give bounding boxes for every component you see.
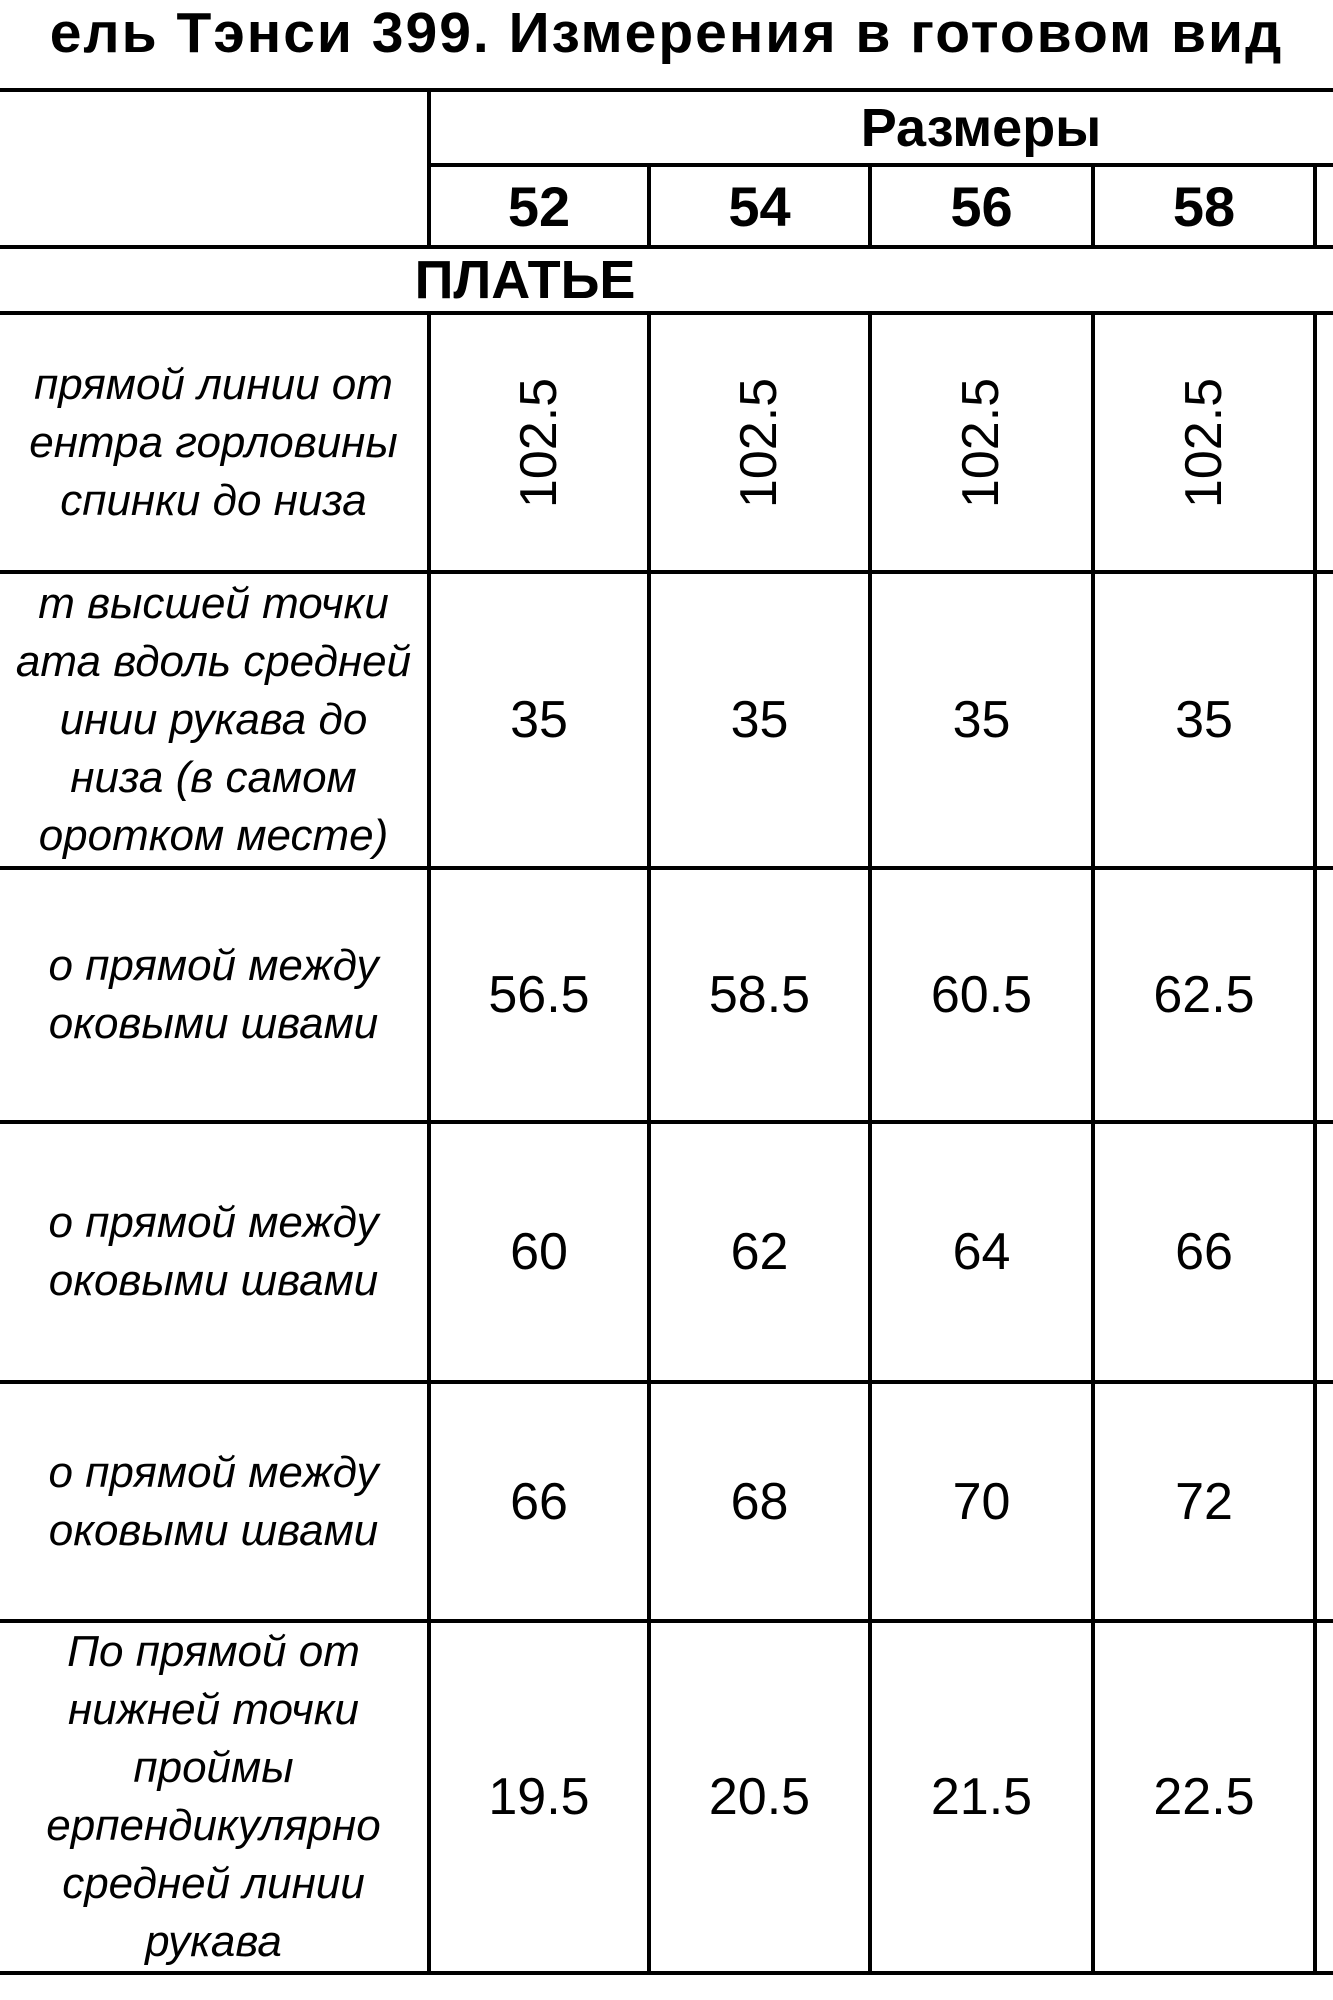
table-row — [0, 313, 1333, 572]
size-header-56: 56 — [870, 165, 1093, 247]
measurement-label-line: прямой линии от — [34, 359, 393, 409]
measurement-label-line: инии рукава до — [59, 695, 368, 744]
measurement-value: 66 — [1093, 1122, 1315, 1382]
table-row — [0, 1122, 1333, 1382]
measurement-value: 21.5 — [870, 1621, 1093, 1973]
measurement-value: 62 — [649, 1122, 870, 1382]
measurement-value: 66 — [429, 1382, 649, 1621]
measurement-value: 62.5 — [1093, 868, 1315, 1122]
measurement-label-line: средней линии — [62, 1859, 365, 1908]
measurement-label-line: оковыми швами — [48, 1256, 379, 1305]
measurement-value — [870, 313, 1093, 572]
measurement-label — [0, 313, 429, 572]
measurement-label-line: т высшей точки — [38, 579, 389, 628]
table-row — [0, 247, 1333, 313]
measurement-value: 20.5 — [649, 1621, 870, 1973]
measurement-label-line: оротком месте) — [38, 811, 389, 860]
measurement-label — [0, 868, 429, 1122]
measurement-value: 35 — [1093, 572, 1315, 868]
measurement-value: 60 — [429, 1122, 649, 1382]
measurement-value: 58.5 — [649, 868, 870, 1122]
measurement-value — [649, 313, 870, 572]
measurement-label-line: о прямой между — [48, 941, 379, 990]
measurement-value: 19.5 — [429, 1621, 649, 1973]
partial-column-cell — [1315, 313, 1333, 572]
measurement-value: 56.5 — [429, 868, 649, 1122]
measurement-label-line: рукава — [145, 1917, 282, 1966]
measurement-label-line: По прямой от — [67, 1627, 360, 1676]
rotated-value: 102.5 — [730, 377, 789, 508]
measurement-label-line: проймы — [133, 1743, 294, 1792]
measurement-label-line: ата вдоль средней — [15, 637, 412, 686]
measurement-value: 60.5 — [870, 868, 1093, 1122]
partial-column-cell — [1315, 572, 1333, 868]
partial-column-cell — [1315, 1382, 1333, 1621]
measurement-value: 22.5 — [1093, 1621, 1315, 1973]
table-row — [0, 868, 1333, 1122]
size-header-54: 54 — [649, 165, 870, 247]
measurement-label-line: о прямой между — [48, 1198, 379, 1247]
rotated-value: 102.5 — [952, 377, 1011, 508]
measurement-value — [1093, 313, 1315, 572]
measurement-value: 35 — [429, 572, 649, 868]
measurement-label-line: о прямой между — [48, 1447, 379, 1497]
measurement-label-line: спинки до низа — [60, 475, 367, 525]
table-row — [0, 1382, 1333, 1621]
measurement-label — [0, 1382, 429, 1621]
partial-column-cell — [1315, 165, 1333, 247]
measurement-label-line: ентра горловины — [29, 417, 398, 467]
measurement-value: 68 — [649, 1382, 870, 1621]
measurement-value: 35 — [649, 572, 870, 868]
measurement-label-line: нижней точки — [67, 1685, 359, 1734]
section-header-dress: ПЛАТЬЕ — [0, 247, 1333, 313]
measurement-label-line: оковыми швами — [48, 999, 379, 1048]
measurement-label — [0, 572, 429, 868]
size-header-58: 58 — [1093, 165, 1315, 247]
partial-column-cell — [1315, 1122, 1333, 1382]
table-row — [0, 572, 1333, 868]
measurement-label — [0, 1122, 429, 1382]
partial-column-cell — [1315, 868, 1333, 1122]
measurement-value: 35 — [870, 572, 1093, 868]
size-chart-table — [0, 88, 1333, 1975]
measurement-value: 70 — [870, 1382, 1093, 1621]
measurement-value: 72 — [1093, 1382, 1315, 1621]
measurement-label — [0, 1621, 429, 1973]
measurement-value: 64 — [870, 1122, 1093, 1382]
size-header-52: 52 — [429, 165, 649, 247]
rotated-value: 102.5 — [509, 377, 568, 508]
table-row — [0, 1621, 1333, 1973]
sizes-group-header: Размеры — [429, 90, 1333, 165]
partial-column-cell — [1315, 1621, 1333, 1973]
corner-cell — [0, 90, 429, 247]
rotated-value: 102.5 — [1174, 377, 1233, 508]
measurement-label-line: низа (в самом — [70, 753, 357, 802]
measurement-label-line: ерпендикулярно — [46, 1801, 381, 1850]
measurement-value — [429, 313, 649, 572]
measurement-label-line: оковыми швами — [48, 1505, 379, 1555]
page-title: ель Тэнси 399. Измерения в готовом вид — [49, 1, 1284, 65]
table-row — [0, 90, 1333, 165]
